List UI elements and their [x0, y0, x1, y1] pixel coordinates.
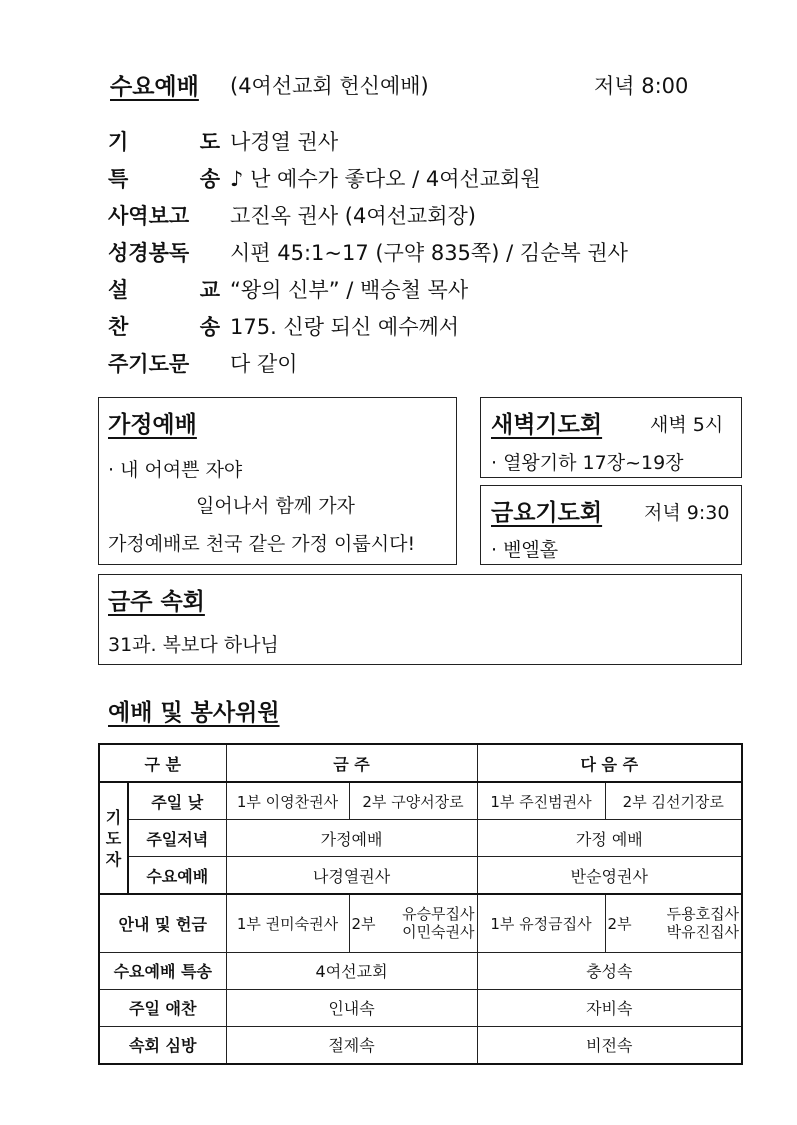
friday-prayer-time: 저녁 9:30 [644, 502, 730, 524]
table-cell: 가정 예배 [477, 820, 742, 857]
table-cell: 나경열권사 [226, 857, 477, 895]
table-cell: 2부 두용호집사 박유진집사 [605, 894, 742, 952]
dawn-prayer-title: 새벽기도회 [491, 412, 603, 438]
order-value: ♪ 난 예수가 좋다오 / 4여선교회원 [230, 167, 541, 191]
table-cell: 2부 구양서장로 [349, 782, 477, 820]
order-value: 나경열 권사 [230, 130, 339, 154]
order-label: 특 송 [108, 167, 220, 191]
service-subtitle: (4여선교회 헌신예배) [230, 74, 429, 98]
order-value: 고진옥 권사 (4여선교회장) [230, 204, 476, 228]
order-label: 사역보고 [108, 204, 190, 228]
order-value: 시편 45:1~17 (구약 835쪽) / 김순복 권사 [230, 241, 628, 265]
order-label: 찬 송 [108, 315, 220, 339]
table-cell: 1부 권미숙권사 [226, 894, 349, 952]
row-label: 안내 및 헌금 [99, 894, 226, 952]
order-label: 주기도문 [108, 352, 190, 376]
service-title: 수요예배 [110, 74, 199, 100]
table-cell: 1부 이영찬권사 [226, 782, 349, 820]
table-cell: 가정예배 [226, 820, 477, 857]
order-value: 175. 신랑 되신 예수께서 [230, 315, 460, 339]
service-time: 저녁 8:00 [594, 74, 689, 98]
family-worship-line: 가정예배로 천국 같은 가정 이룹시다! [108, 533, 416, 555]
table-cell: 충성속 [477, 952, 742, 989]
prayer-label: 기도자 [99, 782, 128, 894]
table-cell: 자비속 [477, 989, 742, 1026]
table-cell: 절제속 [226, 1026, 477, 1064]
table-cell: 인내속 [226, 989, 477, 1026]
committee-title: 예배 및 봉사위원 [108, 700, 280, 726]
family-worship-line: · 내 어여쁜 자야 [108, 459, 243, 481]
row-label: 속회 심방 [99, 1026, 226, 1064]
cell-meeting-box [98, 574, 742, 665]
order-value: “왕의 신부” / 백승철 목사 [230, 278, 469, 302]
order-label: 기 도 [108, 130, 220, 154]
order-value: 다 같이 [230, 352, 298, 376]
dawn-prayer-box [480, 397, 742, 478]
row-label: 주일저녁 [128, 820, 226, 857]
table-cell: 2부 김선기장로 [605, 782, 742, 820]
table-cell: 1부 주진범권사 [477, 782, 605, 820]
friday-prayer-text: · 벧엘홀 [491, 539, 559, 561]
table-cell: 4여선교회 [226, 952, 477, 989]
header-category: 구 분 [99, 744, 226, 782]
family-worship-title: 가정예배 [108, 412, 197, 438]
table-cell: 1부 유정금집사 [477, 894, 605, 952]
friday-prayer-title: 금요기도회 [491, 500, 603, 526]
cell-meeting-title: 금주 속회 [108, 589, 205, 615]
committee-table [98, 743, 743, 1065]
row-label: 수요예배 [128, 857, 226, 895]
table-cell: 반순영권사 [477, 857, 742, 895]
order-label: 성경봉독 [108, 241, 190, 265]
cell-meeting-text: 31과. 복보다 하나님 [108, 634, 279, 656]
friday-prayer-box [480, 485, 742, 565]
table-cell: 비전속 [477, 1026, 742, 1064]
dawn-prayer-time: 새벽 5시 [650, 414, 724, 436]
table-cell: 2부 유승무집사 이민숙권사 [349, 894, 477, 952]
row-label: 주일 애찬 [99, 989, 226, 1026]
header-next-week: 다 음 주 [477, 744, 742, 782]
family-worship-line: 일어나서 함께 가자 [196, 495, 355, 517]
row-label: 주일 낮 [128, 782, 226, 820]
order-label: 설 교 [108, 278, 220, 302]
header-this-week: 금 주 [226, 744, 477, 782]
family-worship-box [98, 397, 457, 565]
dawn-prayer-text: · 열왕기하 17장~19장 [491, 452, 684, 474]
row-label: 수요예배 특송 [99, 952, 226, 989]
